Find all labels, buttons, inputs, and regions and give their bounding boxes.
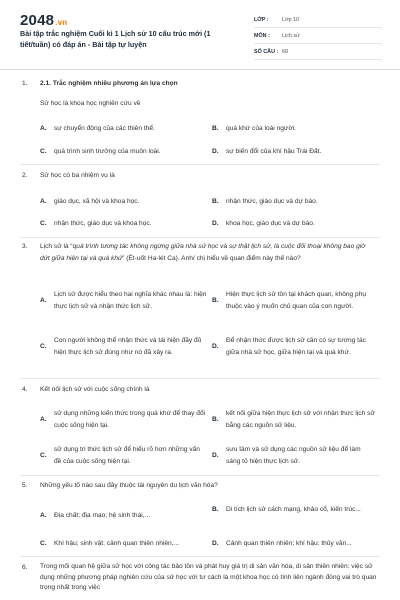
option-c[interactable]: C. quá trình sinh trưởng của muôn loài. bbox=[40, 146, 210, 158]
stem-quote: quá trình tương tác không ngừng giữa nhà sử học và sự thật lịch sử, là cuộc đối thoại không bao giờ dứt giữa hiện tại và quá khứ bbox=[40, 243, 366, 262]
option-text: quá trình sinh trưởng của muôn loài. bbox=[54, 148, 161, 155]
option-text: giáo dục, xã hội và khoa học. bbox=[54, 198, 140, 205]
document-meta bbox=[254, 12, 382, 60]
option-c[interactable]: C. Con người không thể nhận thức và tái hiện đầy đủ hiện thực lịch sử đúng như nó đã xảy ra. bbox=[40, 335, 208, 358]
option-text: Lịch sử được hiểu theo hai nghĩa khác nhau là: hiện thực lịch sử và nhận thức lịch sử. bbox=[54, 291, 207, 310]
option-text: sử dụng những kiến thức trong quá khứ để thay đổi cuộc sống hiện tại. bbox=[54, 410, 206, 429]
meta-value: Lịch sử bbox=[282, 32, 300, 39]
question-number: 3. bbox=[22, 243, 28, 250]
option-b[interactable]: B. Di tích lịch sử cách mạng, khảo cổ, kiến trúc... bbox=[212, 504, 370, 516]
question-divider bbox=[20, 164, 380, 165]
option-text: Con người không thể nhận thức và tái hiện đầy đủ hiện thực lịch sử đúng như nó đã xảy ra. bbox=[54, 337, 202, 356]
option-text: Di tích lịch sử cách mạng, khảo cổ, kiến trúc... bbox=[226, 506, 361, 513]
option-a[interactable]: A. Lịch sử được hiểu theo hai nghĩa khác nhau là: hiện thực lịch sử và nhận thức lịch sử. bbox=[40, 289, 208, 312]
option-text: kết nối giữa hiện thực lịch sử với nhận thức lịch sử bằng các nguồn sử liệu. bbox=[226, 410, 375, 429]
section-title: 2.1. Trắc nghiệm nhiều phương án lựa chọn bbox=[40, 80, 178, 87]
meta-subject bbox=[254, 28, 382, 44]
option-a[interactable]: A. sử dụng những kiến thức trong quá khứ để thay đổi cuộc sống hiện tại. bbox=[40, 408, 208, 431]
meta-class bbox=[254, 12, 382, 28]
question-divider bbox=[20, 556, 380, 557]
option-text: sử dụng tri thức lịch sử để hiểu rõ hơn những vấn đề của cuộc sống hiện tại. bbox=[54, 446, 200, 465]
option-text: quá khứ của loài người. bbox=[226, 125, 296, 132]
option-c[interactable]: C. nhận thức, giáo dục và khoa học. bbox=[40, 218, 210, 230]
option-c[interactable]: C. sử dụng tri thức lịch sử để hiểu rõ hơn những vấn đề của cuộc sống hiện tại. bbox=[40, 444, 208, 467]
option-text: khoa học, giáo dục và dự báo. bbox=[226, 220, 315, 227]
meta-count bbox=[254, 44, 382, 60]
question-number: 4. bbox=[22, 386, 28, 393]
question-stem bbox=[40, 241, 370, 264]
option-d[interactable]: D. sự biến đổi của khí hậu Trái Đất. bbox=[212, 146, 382, 158]
meta-value: 68 bbox=[282, 48, 288, 55]
meta-key: LỚP : bbox=[254, 16, 269, 23]
option-d[interactable]: D. Cảnh quan thiên nhiên; khí hậu; thủy văn... bbox=[212, 538, 382, 550]
option-text: Cảnh quan thiên nhiên; khí hậu; thủy văn... bbox=[226, 540, 352, 547]
question-stem: Trong mối quan hệ giữa sử học với công tác bảo tồn và phát huy giá trị di sản văn hóa, di sản thiên nhiên: việc sử dụng những phương pháp nghiên cứu của sử học với tư cách là một khoa học có tính liên ngành đóng vai trò quan trọng nhất trong việc bbox=[40, 563, 377, 591]
meta-value: Lớp 10 bbox=[282, 16, 300, 23]
option-a[interactable]: A. giáo dục, xã hội và khoa học. bbox=[40, 196, 200, 208]
question-number: 1. bbox=[22, 80, 28, 87]
option-b[interactable]: B. nhận thức, giáo dục và dự báo. bbox=[212, 196, 372, 208]
option-text: nhận thức, giáo dục và dự báo. bbox=[226, 198, 318, 205]
question-stem: Những yếu tố nào sau đây thuộc tài nguyên du lịch văn hóa? bbox=[40, 482, 218, 489]
question-stem: Sử học là khoa học nghiên cứu về bbox=[40, 100, 141, 107]
question-stem: Sử học có ba nhiệm vụ là bbox=[40, 172, 115, 179]
option-d[interactable]: D. Để nhận thức được lịch sử cần có sự tương tác giữa nhà sử học, giữa hiện tại và quá khứ. bbox=[212, 335, 376, 358]
header-divider bbox=[0, 69, 400, 70]
page-header bbox=[0, 0, 400, 64]
question-divider bbox=[20, 475, 380, 476]
option-d[interactable]: D. sưu tầm và sử dụng các nguồn sử liệu để làm sáng tỏ hiện thực lịch sử. bbox=[212, 444, 376, 467]
document-title: Bài tập trắc nghiệm Cuối kì 1 Lịch sử 10 cấu trúc mới (1 tiết/tuần) có đáp án - Bài tập tự luyện bbox=[20, 29, 211, 49]
option-text: Địa chất; địa mạo; hệ sinh thái,... bbox=[54, 512, 151, 519]
stem-part: Lịch sử là “ bbox=[40, 243, 73, 250]
stem-part: ” (Ét-uốt Ha-lét Ca). Anh/ chị hiểu về quan điểm này thế nào? bbox=[122, 254, 301, 262]
question-number: 5. bbox=[22, 482, 28, 489]
question-divider bbox=[20, 237, 380, 238]
option-text: sự chuyển động của các thiên thể. bbox=[54, 125, 155, 132]
question-stem: Kết nối lịch sử với cuộc sống chính là bbox=[40, 386, 150, 393]
question-number: 6. bbox=[22, 564, 28, 571]
option-c[interactable]: C. Khí hậu; sinh vật; cảnh quan thiên nhiên,... bbox=[40, 538, 210, 550]
meta-key: MÔN : bbox=[254, 32, 270, 39]
option-text: nhận thức, giáo dục và khoa học. bbox=[54, 220, 152, 227]
option-text: Để nhận thức được lịch sử cần có sự tương tác giữa nhà sử học, giữa hiện tại và quá khứ. bbox=[226, 337, 366, 356]
option-text: Khí hậu; sinh vật; cảnh quan thiên nhiên,... bbox=[54, 540, 180, 547]
option-b[interactable]: B. quá khứ của loài người. bbox=[212, 123, 372, 135]
question-divider bbox=[20, 378, 380, 379]
option-b[interactable]: B. Hiện thực lịch sử tồn tại khách quan, không phụ thuộc vào ý muốn chủ quan của con người. bbox=[212, 289, 376, 312]
site-logo[interactable] bbox=[20, 12, 67, 29]
meta-key: SỐ CÂU : bbox=[254, 48, 279, 55]
logo-text: 2048 bbox=[20, 12, 55, 29]
option-text: Hiện thực lịch sử tồn tại khách quan, không phụ thuộc vào ý muốn chủ quan của con người. bbox=[226, 291, 367, 310]
option-a[interactable]: A. sự chuyển động của các thiên thể. bbox=[40, 123, 190, 135]
option-a[interactable]: A. Địa chất; địa mạo; hệ sinh thái,... bbox=[40, 510, 208, 522]
option-d[interactable]: D. khoa học, giáo dục và dự báo. bbox=[212, 218, 372, 230]
question-number: 2. bbox=[22, 172, 28, 179]
option-b[interactable]: B. kết nối giữa hiện thực lịch sử với nhận thức lịch sử bằng các nguồn sử liệu. bbox=[212, 408, 376, 431]
option-text: sưu tầm và sử dụng các nguồn sử liệu để làm sáng tỏ hiện thực lịch sử. bbox=[226, 446, 361, 465]
option-text: sự biến đổi của khí hậu Trái Đất. bbox=[226, 148, 322, 155]
logo-suffix: .vn bbox=[55, 18, 68, 27]
